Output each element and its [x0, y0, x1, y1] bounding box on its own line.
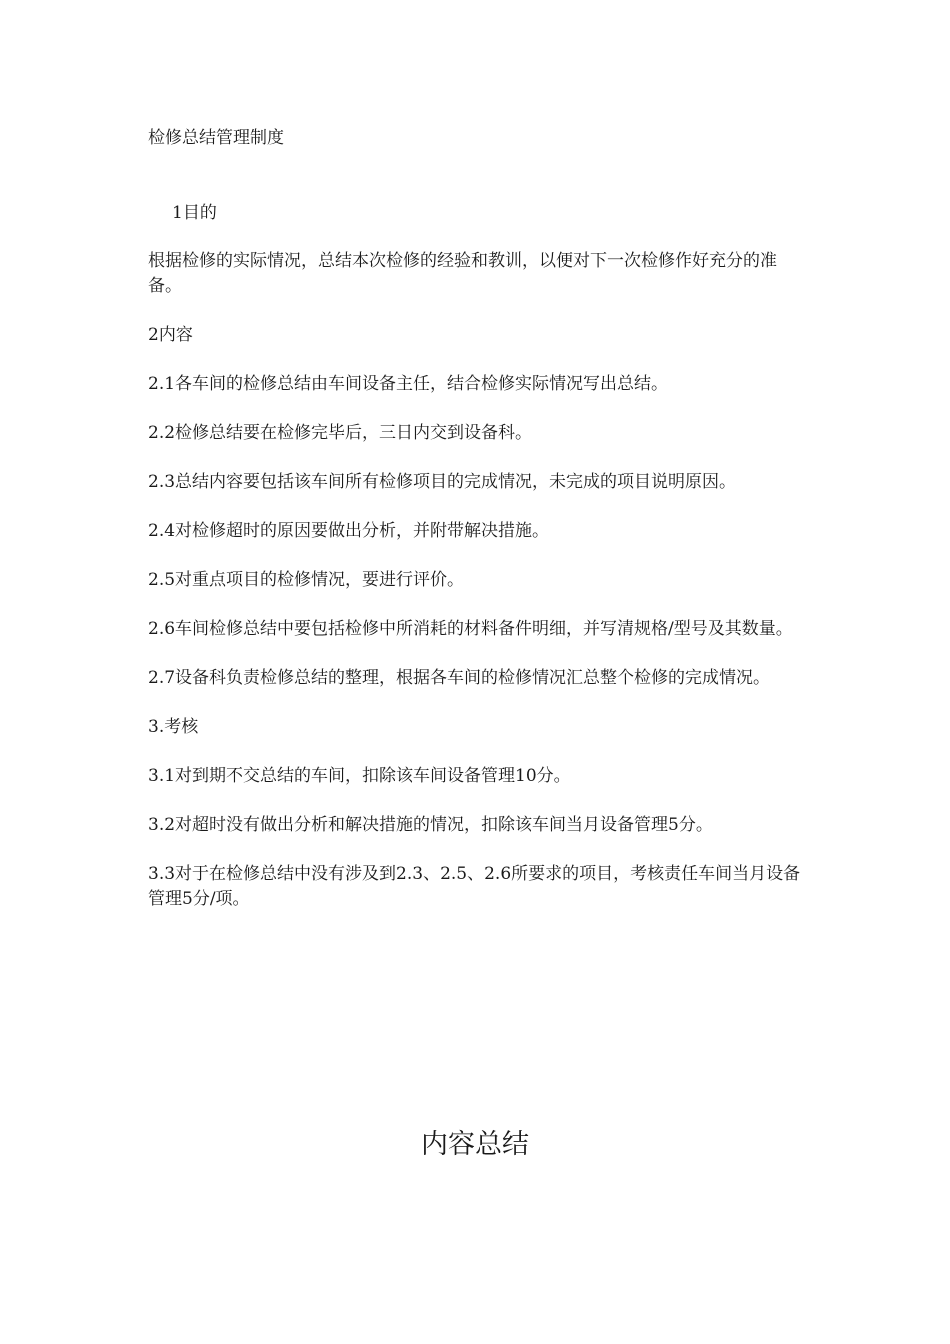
- paragraph-2-4: 2.4对检修超时的原因要做出分析，并附带解决措施。: [148, 521, 550, 541]
- section-heading-purpose: 1目的: [172, 203, 217, 223]
- paragraph-2-3: 2.3总结内容要包括该车间所有检修项目的完成情况，未完成的项目说明原因。: [148, 472, 737, 492]
- paragraph-purpose: 根据检修的实际情况，总结本次检修的经验和教训，以便对下一次检修作好充分的准备。: [148, 251, 777, 296]
- section-heading-content: 2内容: [148, 325, 193, 345]
- section-heading-assessment: 3.考核: [148, 717, 199, 737]
- paragraph-2-5: 2.5对重点项目的检修情况，要进行评价。: [148, 570, 465, 590]
- paragraph-2-1: 2.1各车间的检修总结由车间设备主任，结合检修实际情况写出总结。: [148, 374, 669, 394]
- paragraph-2-7: 2.7设备科负责检修总结的整理，根据各车间的检修情况汇总整个检修的完成情况。: [148, 668, 771, 688]
- paragraph-3-1: 3.1对到期不交总结的车间，扣除该车间设备管理10分。: [148, 766, 571, 786]
- paragraph-2-6: 2.6车间检修总结中要包括检修中所消耗的材料备件明细，并写清规格/型号及其数量。: [148, 619, 793, 639]
- closing-title: 内容总结: [421, 1129, 529, 1160]
- paragraph-3-2: 3.2对超时没有做出分析和解决措施的情况，扣除该车间当月设备管理5分。: [148, 815, 713, 835]
- paragraph-2-2: 2.2检修总结要在检修完毕后，三日内交到设备科。: [148, 423, 533, 443]
- paragraph-3-3: 3.3对于在检修总结中没有涉及到2.3、2.5、2.6所要求的项目，考核责任车间当月设备管理5分/项。: [148, 864, 801, 909]
- document-body: [148, 249, 808, 936]
- document-title: 检修总结管理制度: [148, 128, 284, 148]
